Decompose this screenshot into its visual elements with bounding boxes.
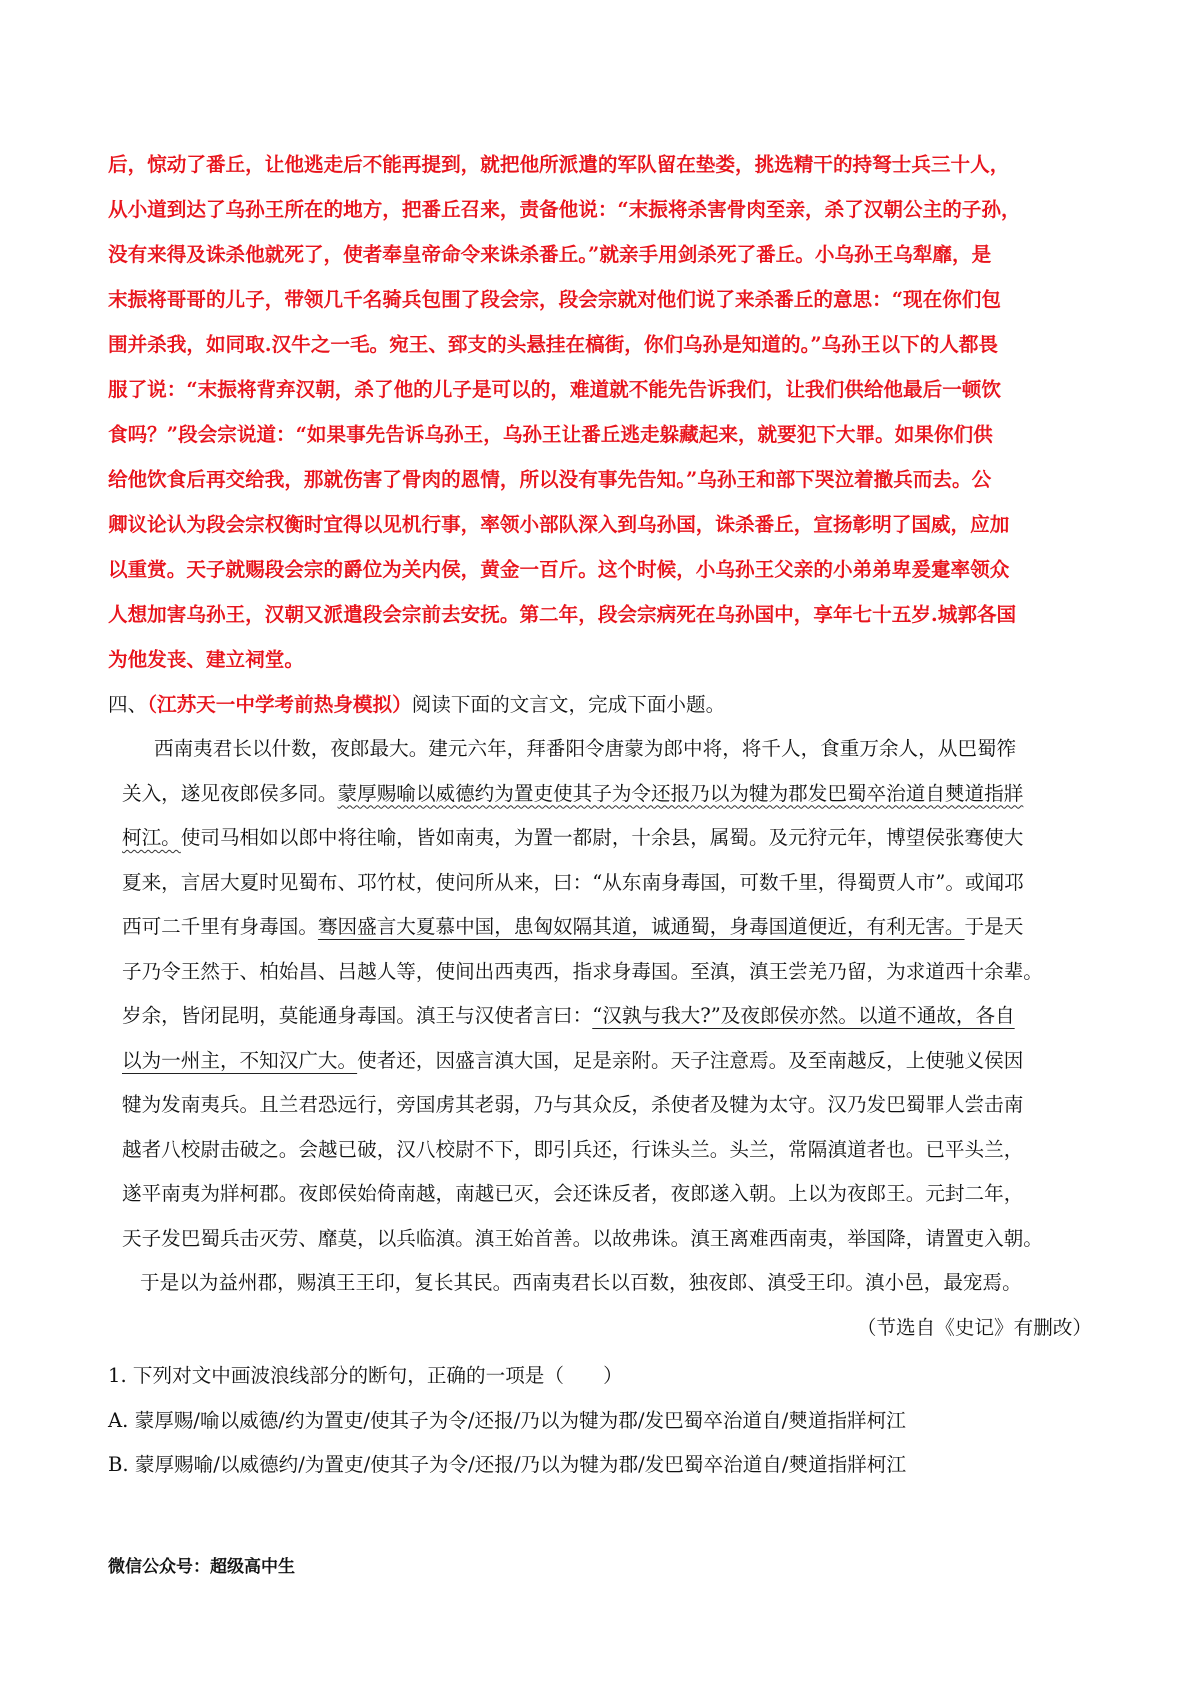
section-number: 四、 <box>108 693 148 716</box>
passage-line <box>108 816 1106 861</box>
translation-line: 卿议论认为段会宗权衡时宜得以见机行事，率领小部队深入到乌孙国，诛杀番丘，宣扬彰明了国威，应加 <box>108 513 1010 536</box>
passage-line: 于是以为益州郡，赐滇王王印，复长其民。西南夷君长以百数，独夜郎、滇受王印。滇小邑，最宠焉。 <box>140 1271 1022 1294</box>
passage-line: 子乃令王然于、柏始昌、吕越人等，使间出西夷西，指求身毒国。至滇，滇王尝羌乃留，为求道西十余辈。 <box>122 959 1043 983</box>
passage-text: 使司马相如以郎中将往喻，皆如南夷，为置一都尉，十余县，属蜀。及元狩元年，博望侯张骞使大 <box>180 826 1024 849</box>
passage-line: 西南夷君长以什数，夜郎最大。建元六年，拜番阳令唐蒙为郎中将，将千人，食重万余人，从巴蜀筰 <box>154 737 1017 760</box>
passage-line <box>108 1039 1106 1084</box>
translation-line: 服了说：“末振将背弃汉朝，杀了他的儿子是可以的，难道就不能先告诉我们，让我们供给他最后一顿饮 <box>108 378 1001 401</box>
classical-passage <box>108 727 1106 1350</box>
translation-line: 末振将哥哥的儿子，带领几千名骑兵包围了段会宗，段会宗就对他们说了来杀番丘的意思：“现在你们包 <box>108 288 1001 311</box>
passage-text: 使者还，因盛言滇大国，足是亲附。天子注意焉。及至南越反，上使驰义侯因 <box>357 1048 1024 1072</box>
passage-line <box>108 994 1106 1039</box>
wavy-underlined-text: 蒙厚赐喻以威德约为置吏使其子为令还报乃以为犍为郡发巴蜀卒治道自僰道指牂 <box>337 781 1024 805</box>
source-tag: （江苏天一中学考前热身模拟） <box>147 693 412 716</box>
question-stem: 1. 下列对文中画波浪线部分的断句，正确的一项是（ ） <box>108 1364 623 1387</box>
translation-line: 食吗？”段会宗说道：“如果事先告诉乌孙王，乌孙王让番丘逃走躲藏起来，就要犯下大罪。如果你们供 <box>108 423 993 446</box>
passage-text: 关入，遂见夜郎侯多同。 <box>122 781 338 805</box>
passage-source: （节选自《史记》有删改） <box>856 1315 1092 1339</box>
passage-line: 夏来，言居大夏时见蜀布、邛竹杖，使问所从来，曰：“从东南身毒国，可数千里，得蜀贾人市”。或闻邛 <box>122 870 1024 894</box>
passage-text: 于是天 <box>964 915 1024 938</box>
underlined-text: 以为一州主，不知汉广大。 <box>122 1048 358 1072</box>
footer-wechat: 微信公众号：超级高中生 <box>108 1557 295 1577</box>
translation-line: 从小道到达了乌孙王所在的地方，把番丘召来，责备他说：“末振将杀害骨肉至亲，杀了汉朝公主的子孙， <box>108 198 1021 221</box>
passage-line: 天子发巴蜀兵击灭劳、靡莫，以兵临滇。滇王始首善。以故弗诛。滇王离难西南夷，举国降，请置吏入朝。 <box>122 1226 1043 1250</box>
option-a: A. 蒙厚赐/喻以威德/约为置吏/使其子为令/还报/乃以为犍为郡/发巴蜀卒治道自/僰道指牂柯江 <box>108 1408 906 1432</box>
translation-line: 以重赏。天子就赐段会宗的爵位为关内侯，黄金一百斤。这个时候，小乌孙王父亲的小弟弟卑爰疐率领众 <box>108 558 1010 581</box>
passage-line: 犍为发南夷兵。且兰君恐远行，旁国虏其老弱，乃与其众反，杀使者及犍为太守。汉乃发巴蜀罪人尝击南 <box>122 1093 1024 1116</box>
section-heading <box>108 682 1106 727</box>
translation-line: 为他发丧、建立祠堂。 <box>108 648 304 671</box>
underlined-text: 骞因盛言大夏慕中国，患匈奴隔其道，诚通蜀，身毒国道便近，有利无害。 <box>317 915 965 938</box>
underlined-text: “汉孰与我大?”及夜郎侯亦然。以道不通故，各自 <box>592 1004 1015 1027</box>
passage-line <box>108 905 1106 950</box>
option-b: B. 蒙厚赐喻/以威德约/为置吏/使其子为令/还报/乃以为犍为郡/发巴蜀卒治道自/僰道指牂柯江 <box>108 1453 907 1476</box>
document-page <box>108 142 1106 1488</box>
translation-line: 给他饮食后再交给我，那就伤害了骨肉的恩情，所以没有事先告知。”乌孙王和部下哭泣着撤兵而去。公 <box>108 468 992 491</box>
section-instruction: 阅读下面的文言文，完成下面小题。 <box>411 693 726 716</box>
passage-text: 岁余，皆闭昆明，莫能通身毒国。滇王与汉使者言曰： <box>122 1004 593 1027</box>
translation-line: 围并杀我，如同取.汉牛之一毛。宛王、郅支的头悬挂在槁街，你们乌孙是知道的。”乌孙王以下的人都畏 <box>108 333 999 356</box>
translation-line: 后，惊动了番丘，让他逃走后不能再提到，就把他所派遣的军队留在垫娄，挑选精干的持弩士兵三十人， <box>108 153 1010 176</box>
translation-line: 人想加害乌孙王，汉朝又派遣段会宗前去安抚。第二年，段会宗病死在乌孙国中，享年七十五岁.城郭各国 <box>108 603 1017 626</box>
passage-text: 西可二千里有身毒国。 <box>122 915 318 938</box>
translation-block <box>108 142 1106 682</box>
passage-line: 越者八校尉击破之。会越已破，汉八校尉不下，即引兵还，行诛头兰。头兰，常隔滇道者也。已平头兰， <box>122 1137 1024 1161</box>
passage-line <box>108 772 1106 817</box>
passage-line: 遂平南夷为牂柯郡。夜郎侯始倚南越，南越已灭，会还诛反者，夜郎遂入朝。上以为夜郎王。元封二年， <box>122 1182 1024 1205</box>
wavy-underlined-text: 柯江。 <box>122 826 181 849</box>
translation-line: 没有来得及诛杀他就死了，使者奉皇帝命令来诛杀番丘。”就亲手用剑杀死了番丘。小乌孙王乌犁靡，是 <box>108 243 992 266</box>
